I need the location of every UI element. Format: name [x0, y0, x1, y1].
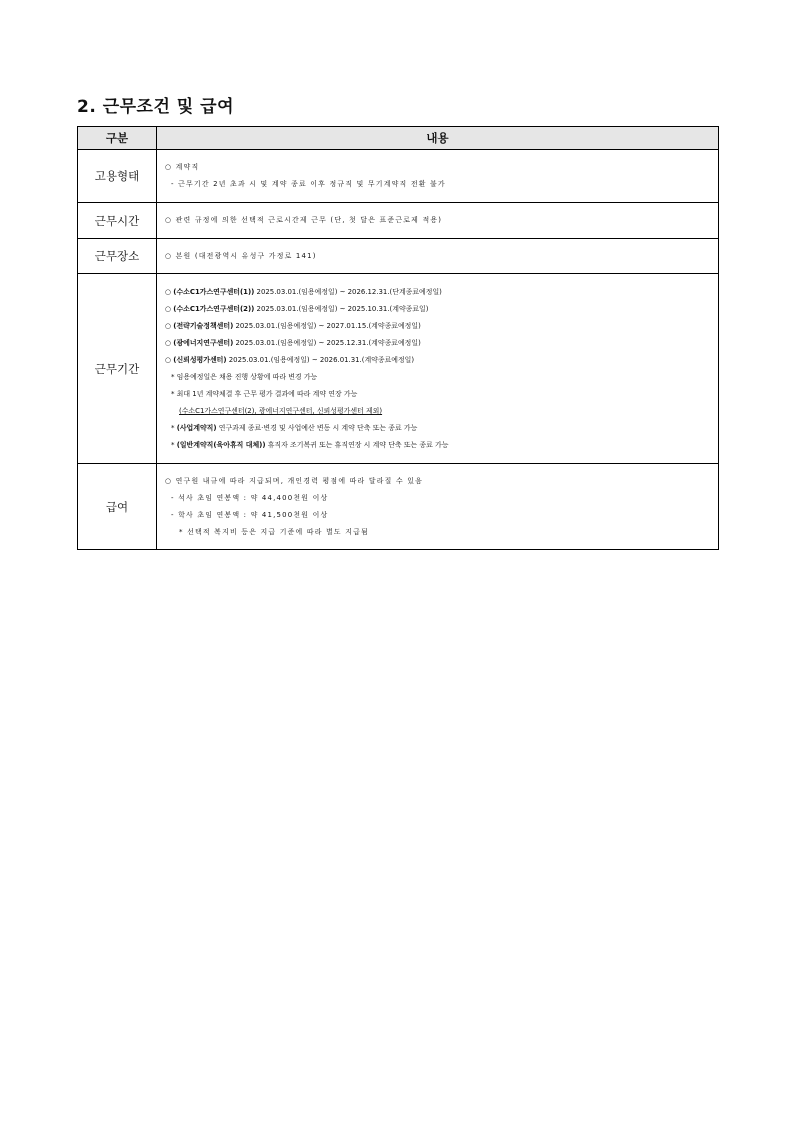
note-star: *: [171, 440, 175, 449]
work-conditions-table: [77, 126, 719, 550]
table-row: [78, 274, 719, 464]
period-line: [165, 284, 716, 301]
period-line: [165, 335, 716, 352]
note-text: 연구과제 종료·변경 및 사업예산 변동 시 계약 단축 또는 종료 가능: [218, 423, 418, 432]
row-label-work-place: 근무장소: [78, 239, 157, 274]
period-line: [165, 352, 716, 369]
row-label-employment-type: 고용형태: [78, 150, 157, 203]
note-exception-line: (수소C1가스연구센터(2), 광에너지연구센터, 신뢰성평가센터 제외): [179, 406, 383, 415]
header-category: 구분: [78, 127, 157, 150]
period-line: [165, 301, 716, 318]
row-label-salary: 급여: [78, 464, 157, 550]
center-name: (전략기술정책센터): [173, 321, 234, 330]
note-bold-label: (사업계약직): [176, 423, 217, 432]
center-period: 2025.03.01.(임용예정일) ~ 2025.10.31.(계약종료일): [256, 304, 429, 313]
table-row: [78, 203, 719, 239]
content-line: ○ 관련 규정에 의한 선택적 근로시간제 근무 (단, 첫 달은 표준근로제 적용): [165, 216, 443, 224]
center-name: (수소C1가스연구센터(1)): [173, 287, 255, 296]
row-content-salary: [157, 464, 719, 550]
table-row: [78, 150, 719, 203]
circle-bullet: ○: [165, 287, 172, 296]
note-line: * 임용예정일은 채용 진행 상황에 따라 변경 가능: [171, 372, 318, 381]
content-line: - 학사 초임 연봉액 : 약 41,500천원 이상: [171, 510, 329, 519]
table-header-row: [78, 127, 719, 150]
table-row: [78, 464, 719, 550]
center-name: (광에너지연구센터): [173, 338, 234, 347]
content-line: * 선택적 복지비 등은 지급 기준에 따라 별도 지급됨: [179, 527, 369, 536]
row-label-work-hours: 근무시간: [78, 203, 157, 239]
row-content-employment-type: [157, 150, 719, 203]
row-content-work-hours: [157, 203, 719, 239]
circle-bullet: ○: [165, 355, 172, 364]
note-star: *: [171, 423, 175, 432]
content-line: ○ 연구원 내규에 따라 지급되며, 개인경력 평점에 따라 달라질 수 있음: [165, 476, 424, 485]
center-period: 2025.03.01.(임용예정일) ~ 2027.01.15.(계약종료예정일): [235, 321, 421, 330]
content-line: ○ 본원 (대전광역시 유성구 가정로 141): [165, 251, 317, 260]
center-period: 2025.03.01.(임용예정일) ~ 2025.12.31.(계약종료예정일): [235, 338, 421, 347]
note-line: * 최대 1년 계약체결 후 근무 평가 결과에 따라 계약 연장 가능: [171, 389, 358, 398]
note-text: 휴직자 조기복귀 또는 휴직연장 시 계약 단축 또는 종료 가능: [267, 440, 449, 449]
circle-bullet: ○: [165, 304, 172, 313]
circle-bullet: ○: [165, 338, 172, 347]
row-content-work-place: [157, 239, 719, 274]
content-line: - 근무기간 2년 초과 시 및 계약 종료 이후 정규직 및 무기계약직 전환 불가: [171, 180, 446, 188]
header-content: 내용: [157, 127, 719, 150]
section-title: 2. 근무조건 및 급여: [77, 97, 234, 117]
row-label-work-period: 근무기간: [78, 274, 157, 464]
center-name: (신뢰성평가센터): [173, 355, 227, 364]
note-line: [165, 437, 716, 454]
circle-bullet: ○: [165, 321, 172, 330]
content-line: ○ 계약직: [165, 163, 200, 171]
center-period: 2025.03.01.(임용예정일) ~ 2026.01.31.(계약종료예정일): [228, 355, 415, 364]
table-row: [78, 239, 719, 274]
row-content-work-period: [157, 274, 719, 464]
note-bold-label: (일반계약직(육아휴직 대체)): [176, 440, 266, 449]
note-line: [165, 420, 716, 437]
content-line: - 석사 초임 연봉액 : 약 44,400천원 이상: [171, 493, 329, 502]
center-name: (수소C1가스연구센터(2)): [173, 304, 255, 313]
center-period: 2025.03.01.(임용예정일) ~ 2026.12.31.(단계종료예정일): [256, 287, 442, 296]
period-line: [165, 318, 716, 335]
